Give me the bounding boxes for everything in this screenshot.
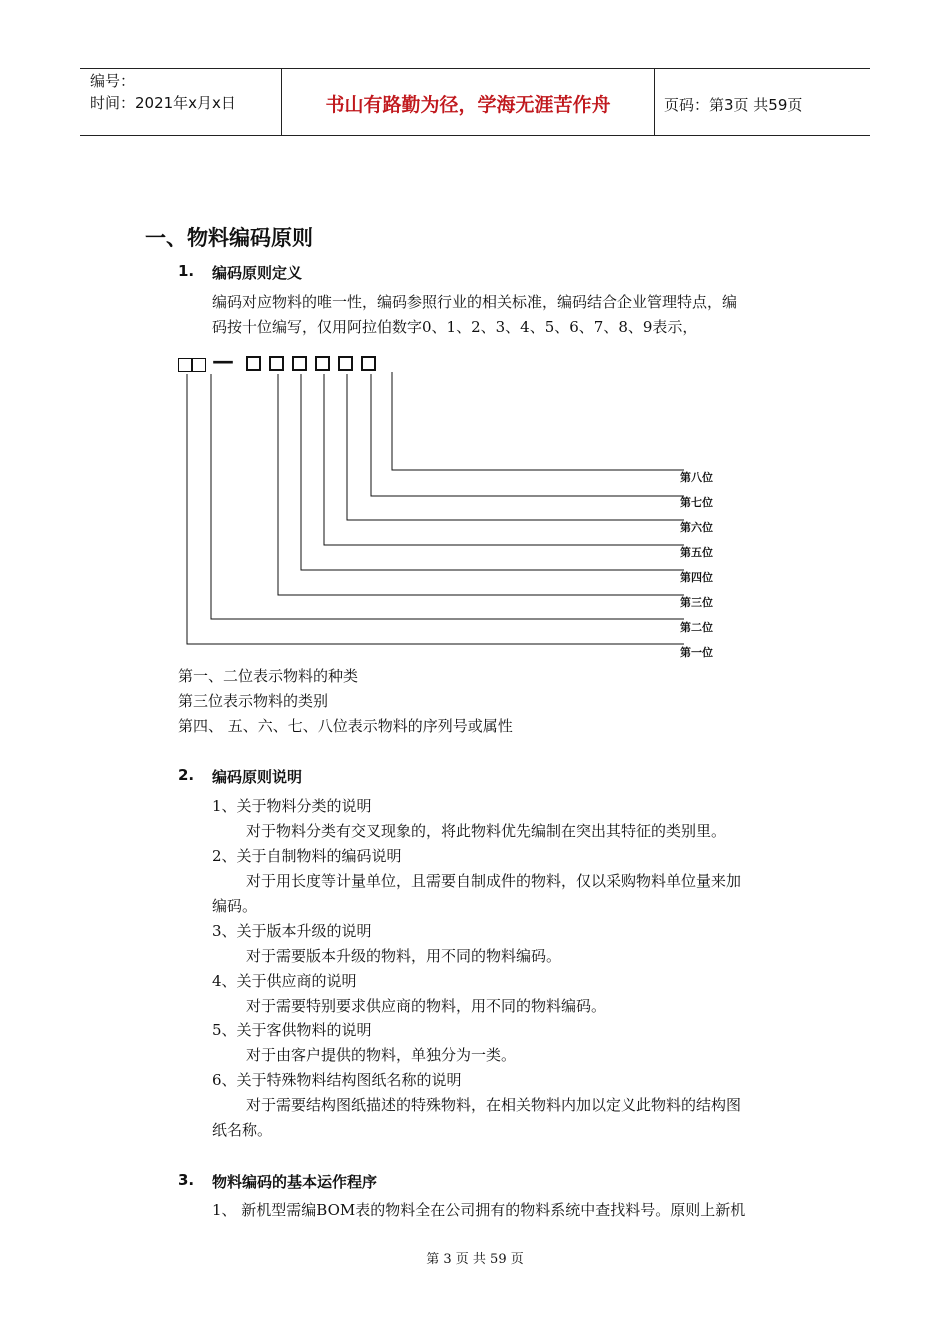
s3-heading: 物料编码的基本运作程序: [212, 1173, 378, 1191]
digit-label-8: 第八位: [680, 471, 713, 484]
s2-item-1-body: 对于物料分类有交叉现象的，将此物料优先编制在突出其特征的类别里。: [246, 822, 727, 840]
digit-label-4: 第四位: [680, 571, 713, 584]
s1-note-2: 第三位表示物料的类别: [178, 692, 329, 710]
s2-heading-num: 2.: [178, 766, 195, 784]
code-dash: —: [212, 348, 234, 374]
s1-para-line1: 编码对应物料的唯一性，编码参照行业的相关标准，编码结合企业管理特点，编: [212, 293, 738, 311]
s2-heading: 编码原则说明: [212, 768, 303, 786]
digit-label-6: 第六位: [680, 521, 713, 534]
digit-label-2: 第二位: [680, 621, 713, 634]
digit-label-1: 第一位: [680, 646, 713, 659]
s2-item-6-title: 6、关于特殊物料结构图纸名称的说明: [212, 1071, 462, 1089]
s2-item-4-body: 对于需要特别要求供应商的物料，用不同的物料编码。: [246, 997, 607, 1015]
header-motto: 书山有路勤为径，学海无涯苦作舟: [325, 94, 611, 116]
digit-label-5: 第五位: [680, 546, 713, 559]
s2-item-3-title: 3、关于版本升级的说明: [212, 922, 372, 940]
section-title: 一、物料编码原则: [145, 226, 313, 250]
digit-label-7: 第七位: [680, 496, 713, 509]
digit-label-3: 第三位: [680, 596, 713, 609]
date-line: 时间：2021年x月x日: [90, 94, 236, 112]
s2-item-2-title: 2、关于自制物料的编码说明: [212, 847, 402, 865]
s1-para-line2: 码按十位编写，仅用阿拉伯数字0、1、2、3、4、5、6、7、8、9表示，: [212, 318, 698, 336]
s2-item-5-title: 5、关于客供物料的说明: [212, 1021, 372, 1039]
s1-heading: 编码原则定义: [212, 264, 303, 282]
s2-item-5-body: 对于由客户提供的物料，单独分为一类。: [246, 1046, 517, 1064]
s2-item-3-body: 对于需要版本升级的物料，用不同的物料编码。: [246, 947, 562, 965]
header-page-info: 页码：第3页 共59页: [664, 96, 803, 114]
s2-item-6-body2: 纸名称。: [212, 1121, 273, 1139]
s1-note-1: 第一、二位表示物料的种类: [178, 667, 359, 685]
page-footer: 第 3 页 共 59 页: [426, 1252, 524, 1267]
s2-item-1-title: 1、关于物料分类的说明: [212, 797, 372, 815]
s2-item-2-body: 对于用长度等计量单位，且需要自制成件的物料，仅以采购物料单位量来加: [246, 872, 742, 890]
s1-note-3: 第四、 五、六、七、八位表示物料的序列号或属性: [178, 717, 513, 735]
s2-item-2-body2: 编码。: [212, 897, 258, 915]
serial-label: 编号：: [90, 72, 136, 90]
s2-item-4-title: 4、关于供应商的说明: [212, 972, 357, 990]
s3-line-1: 1、 新机型需编BOM表的物料全在公司拥有的物料系统中查找料号。原则上新机: [212, 1201, 746, 1219]
s1-heading-num: 1.: [178, 262, 195, 280]
s3-heading-num: 3.: [178, 1171, 195, 1189]
s2-item-6-body: 对于需要结构图纸描述的特殊物料，在相关物料内加以定义此物料的结构图: [246, 1096, 742, 1114]
